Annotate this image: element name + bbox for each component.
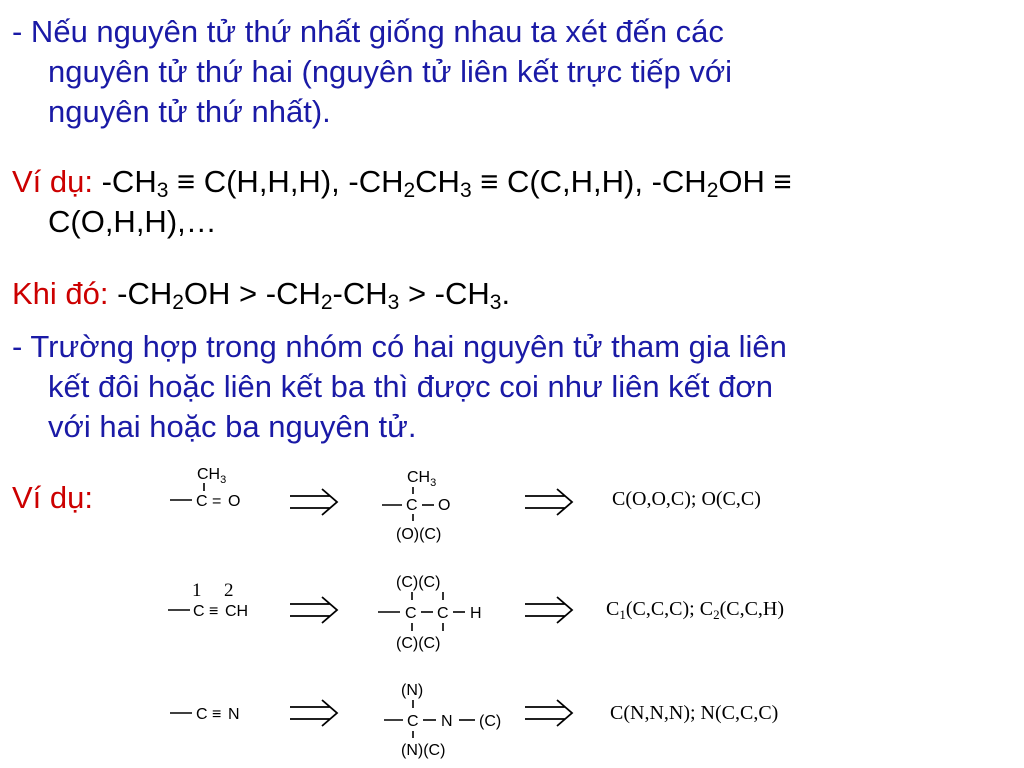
atom-number-1: 1 [192,580,202,601]
formula-text: > -CH [399,276,490,311]
formula-text: OH > -CH [183,276,321,311]
carbon-atom: C [196,706,208,723]
subscript: 3 [156,179,169,202]
implies-arrow [525,700,572,726]
row3-mid-structure [384,682,501,759]
row1-left-structure [170,466,240,510]
triple-bond-sign: ≡ [212,706,222,723]
triple-bond-sign: ≡ [209,603,219,620]
carbon-atom: C [437,605,449,622]
row2-result: $C_1(C,C,C)$; $C_2(C,C,H)$ [606,598,785,622]
row2-left-structure [168,580,248,620]
text-line: - Trường hợp trong nhóm có hai nguyên tử tham gia liên [12,329,787,364]
subscript: 3 [489,291,502,314]
row2-mid-structure [378,574,482,652]
example-2-label: Ví dụ: [12,480,93,515]
implies-arrow [525,489,572,515]
hydrogen-atom: H [470,605,482,622]
carbon-atom: C [193,603,205,620]
text-line: nguyên tử thứ nhất). [48,94,331,129]
substituent-atoms: (N)(C) [401,742,446,759]
subscript: 2 [403,179,416,202]
double-bond-sign: = [212,493,222,510]
text-line: kết đôi hoặc liên kết ba thì được coi như liên kết đơn [48,369,773,404]
methyl-group: $CH_3$ [197,466,227,486]
oxygen-atom: O [438,497,451,514]
subscript: 3 [459,179,472,202]
substituent-atoms: (N) [401,682,424,699]
row1-mid-structure [382,469,450,543]
implies-arrow [290,597,337,623]
carbon-atom: C [405,605,417,622]
implies-arrow [290,700,337,726]
atom-number-2: 2 [224,580,234,601]
implies-arrow [525,597,572,623]
text-line: với hai hoặc ba nguyên tử. [48,409,417,444]
text-line: nguyên tử thứ hai (nguyên tử liên kết trực tiếp với [48,54,733,89]
formula-text: CH [415,164,460,199]
formula-text: ≡ C(H,H,H), -CH [168,164,404,199]
substituent-atoms: (O)(C) [396,526,442,543]
subscript: 2 [172,291,184,314]
text-line: - Nếu nguyên tử thứ nhất giống nhau ta xét đến các [12,14,724,49]
row3-result: C(N,N,N); N(C,C,C) [610,702,779,724]
substituent-atoms: (C)(C) [396,574,441,591]
formula-text: -CH [332,276,388,311]
carbon-atom: C [196,493,208,510]
row3-left-structure [170,706,240,723]
implies-arrow [290,489,337,515]
methyl-group: $CH_3$ [407,469,437,489]
substituent-atoms: (C) [479,713,502,730]
row1-result: C(O,O,C); O(C,C) [612,488,761,510]
nitrogen-atom: N [228,706,240,723]
carbon-atom: C [407,713,419,730]
example-1-line: C(O,H,H),… [48,204,217,239]
example-label: Ví dụ: [12,164,93,199]
oxygen-atom: O [228,493,241,510]
formula-text: OH ≡ [718,164,792,199]
formula-text: ≡ C(C,H,H), -CH [471,164,707,199]
subscript: 2 [706,179,719,202]
substituent-atoms: (C)(C) [396,635,441,652]
ch-group: CH [225,603,249,620]
comparison-label: Khi đó: [12,276,109,311]
formula-text: -CH [93,164,157,199]
subscript: 2 [320,291,333,314]
subscript: 3 [387,291,400,314]
formula-text: -CH [108,276,173,311]
formula-text: . [501,276,511,311]
nitrogen-atom: N [441,713,453,730]
carbon-atom: C [406,497,418,514]
